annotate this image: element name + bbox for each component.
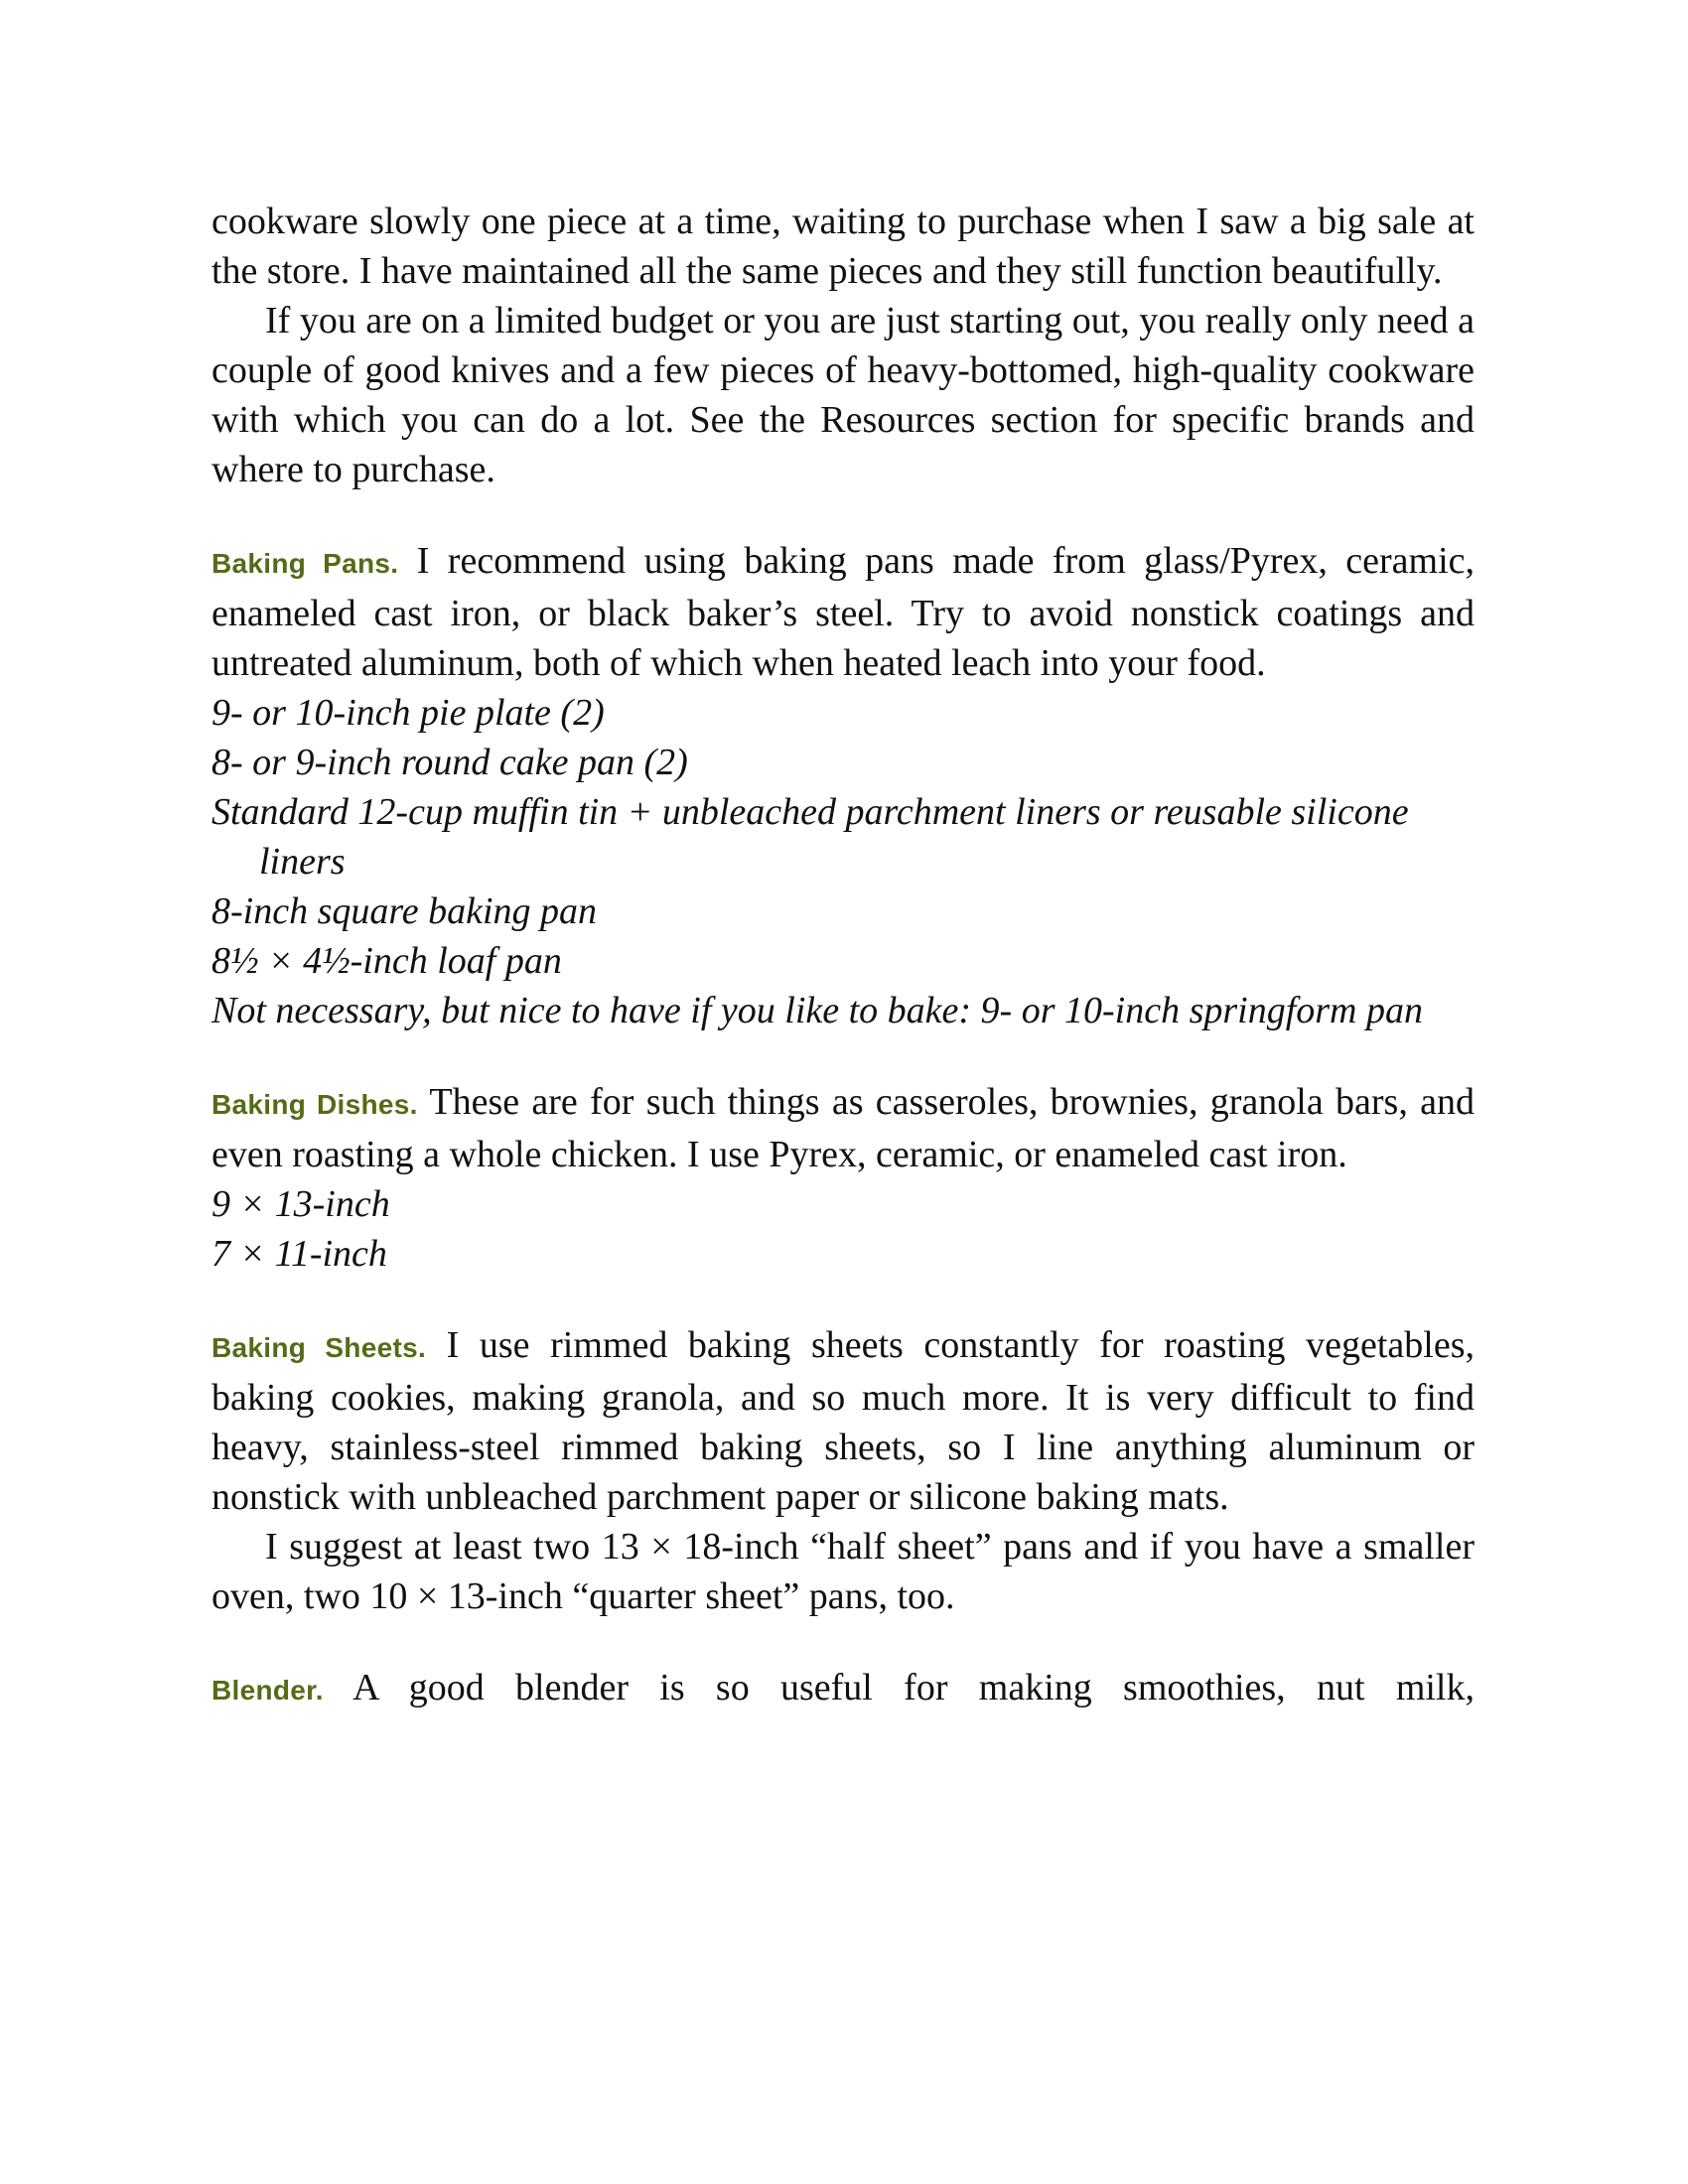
intro-paragraph-1: cookware slowly one piece at a time, waiting to purchase when I saw a big sale at the store. I have maintained all the same pieces and they still function beautifully. [211, 201, 1475, 292]
list-item: 9- or 10-inch pie plate (2) [211, 692, 605, 734]
baking-pans-heading: Baking Pans. [211, 548, 399, 579]
list-item: Not necessary, but nice to have if you like to bake: 9- or 10-inch springform pan [211, 990, 1423, 1031]
list-item: 9 × 13-inch [211, 1183, 390, 1225]
baking-sheets-paragraph-2: I suggest at least two 13 × 18-inch “half sheet” pans and if you have a smaller oven, two 10 × 13-inch “quarter sheet” pans, too. [211, 1526, 1475, 1617]
baking-pans-list [211, 688, 1475, 1035]
baking-dishes-paragraph [211, 1077, 1475, 1179]
baking-dishes-heading: Baking Dishes. [211, 1089, 418, 1120]
list-item: 8½ × 4½-inch loaf pan [211, 940, 562, 982]
document-page [211, 197, 1475, 1715]
list-item: 7 × 11-inch [211, 1233, 387, 1275]
baking-sheets-paragraph [211, 1320, 1475, 1522]
baking-sheets-heading: Baking Sheets. [211, 1332, 427, 1363]
baking-pans-paragraph [211, 536, 1475, 688]
blender-paragraph [211, 1663, 1475, 1715]
list-item: 8- or 9-inch round cake pan (2) [211, 742, 688, 783]
list-item: 8-inch square baking pan [211, 890, 598, 932]
baking-sheets-text: I use rimmed baking sheets constantly for roasting vegetables, baking cookies, making granola, and so much more. It is very difficult to find heavy, stainless-steel rimmed baking sheets, so I line anything aluminum or nonstick with unbleached parchment paper or silicone baking mats. [211, 1324, 1476, 1518]
intro-paragraph-2: If you are on a limited budget or you are just starting out, you really only need a couple of good knives and a few pieces of heavy-bottomed, high-quality cookware with which you can do a lot. See the Resources section for specific brands and where to purchase. [211, 300, 1475, 490]
baking-dishes-text: These are for such things as casseroles, brownies, granola bars, and even roasting a whole chicken. I use Pyrex, ceramic, or enameled cast iron. [211, 1081, 1475, 1175]
baking-pans-text: I recommend using baking pans made from glass/Pyrex, ceramic, enameled cast iron, or black baker’s steel. Try to avoid nonstick coatings and untreated aluminum, both of which when heated leach into your food. [211, 540, 1475, 684]
blender-heading: Blender. [211, 1675, 324, 1706]
baking-dishes-list [211, 1179, 1475, 1279]
blender-text: A good blender is so useful for making smoothies, nut milk, [352, 1667, 1475, 1708]
section-baking-dishes [211, 1077, 1475, 1279]
section-blender [211, 1663, 1475, 1715]
list-item: Standard 12-cup muffin tin + unbleached parchment liners or reusable silicone liners [211, 791, 1409, 883]
section-baking-sheets [211, 1320, 1475, 1621]
section-baking-pans [211, 536, 1475, 1035]
